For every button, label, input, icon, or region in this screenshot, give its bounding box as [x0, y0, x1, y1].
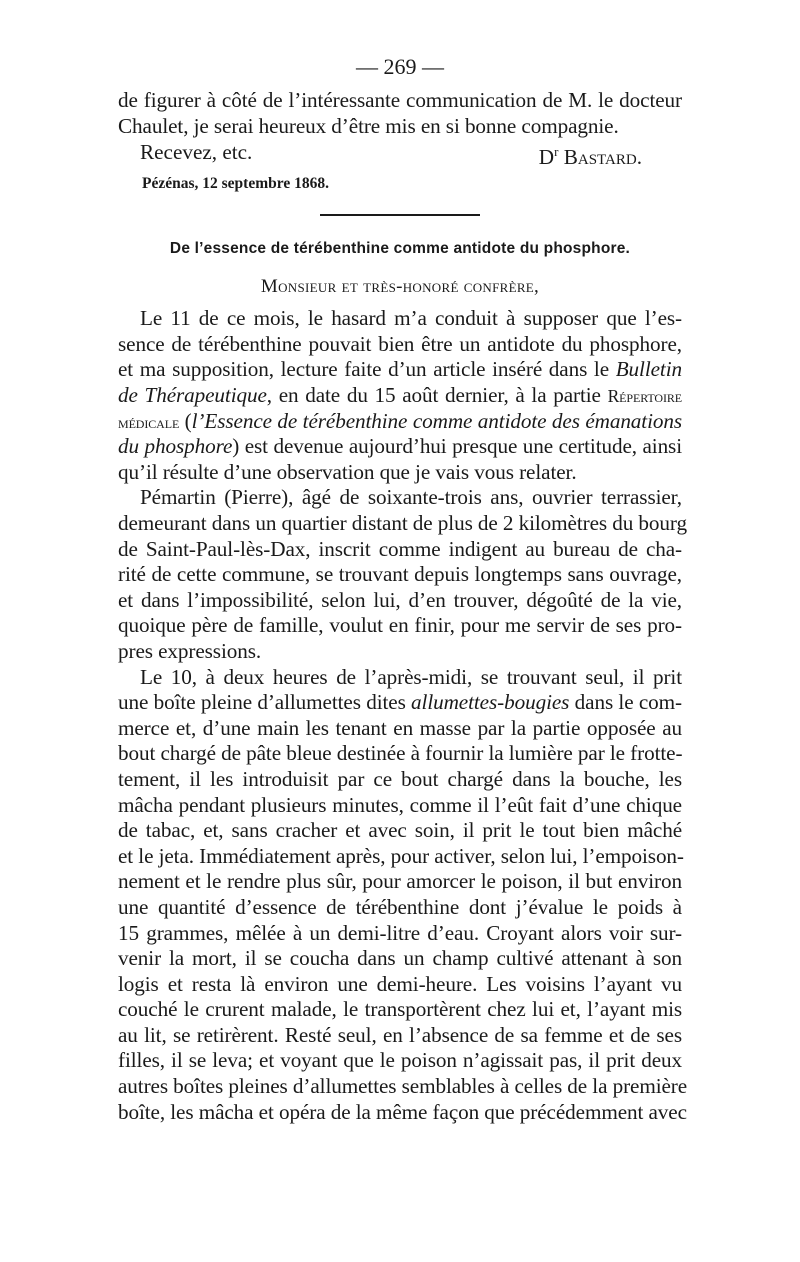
text-line: demeurant dans un quartier distant de plus de 2 kilomètres du bourg [118, 511, 687, 535]
text-line: Pémartin (Pierre), âgé de soixante-trois ans, ouvrier terrassier, [140, 485, 682, 510]
text-line: logis et resta là environ une demi-heure. Les voisins l’ayant vu [118, 971, 682, 996]
text-line: filles, il se leva; et voyant que le poison n’agissait pas, il prit deux [118, 1048, 682, 1073]
text-line: nement et le rendre plus sûr, pour amorcer le poison, il but environ [118, 869, 682, 894]
text-line: et ma supposition, lecture faite d’un article inséré dans le Bulletin [118, 357, 682, 382]
text-line: et dans l’impossibilité, selon lui, d’en trouver, dégoûté de la vie, [118, 587, 682, 612]
letter-signoff [118, 139, 682, 170]
text-line: Chaulet, je serai heureux d’être mis en si bonne compagnie. [118, 113, 619, 138]
salutation: Monsieur et très-honoré confrère, [260, 276, 540, 298]
signature: $D^r$ Bastard. [538, 144, 642, 170]
text-line: tement, il les introduisit par ce bout chargé dans la bouche, les [118, 766, 682, 791]
text-line: une boîte pleine d’allumettes dites allumettes-bougies dans le com- [118, 690, 682, 715]
section-divider [320, 214, 480, 216]
text-line: rité de cette commune, se trouvant depuis longtemps sans ouvrage, [118, 562, 682, 587]
text-line: au lit, se retirèrent. Resté seul, en l’absence de sa femme et de ses [118, 1022, 682, 1047]
text-line: mâcha pendant plusieurs minutes, comme il l’eût fait d’une chique [118, 792, 682, 817]
text-line: de Thérapeutique, en date du 15 août dernier, à la partie Répertoire [118, 383, 682, 408]
text-line: pres expressions. [118, 638, 262, 663]
section-title: De l’essence de térébenthine comme antidote du phosphore. [169, 240, 631, 258]
text-line: de Saint-Paul-lès-Dax, inscrit comme indigent au bureau de cha- [118, 536, 682, 561]
text-line: 15 grammes, mêlée à un demi-litre d’eau. Croyant alors voir sur- [118, 920, 682, 945]
text-line: de figurer à côté de l’intéressante communication de M. le docteur [118, 88, 682, 112]
text-line: boîte, les mâcha et opéra de la même façon que précédemment avec [118, 1099, 687, 1124]
text-line: et le jeta. Immédiatement après, pour activer, selon lui, l’empoison- [118, 843, 684, 868]
text-line: de tabac, et, sans cracher et avec soin, il prit le tout bien mâché [118, 818, 682, 843]
text-line: venir la mort, il se coucha dans un champ cultivé attenant à son [118, 946, 682, 971]
text-line: couché le crurent malade, le transportèrent chez lui et, l’ayant mis [118, 997, 682, 1022]
closing-formula: Recevez, etc. [140, 140, 253, 165]
text-line: une quantité d’essence de térébenthine dont j’évalue le poids à [118, 894, 682, 919]
text-line: quoique père de famille, voulut en finir, pour me servir de ses pro- [118, 613, 682, 638]
text-line: Le 10, à deux heures de l’après-midi, se trouvant seul, il prit [140, 664, 682, 689]
text-line: Le 11 de ce mois, le hasard m’a conduit à supposer que l’es- [140, 306, 682, 331]
text-line: autres boîtes pleines d’allumettes semblables à celles de la première [118, 1074, 688, 1099]
text-line: médicale (l’Essence de térébenthine comme antidote des émanations [118, 408, 683, 433]
text-line: sence de térébenthine pouvait bien être un antidote du phosphore, [118, 331, 682, 356]
text-line: bout chargé de pâte bleue destinée à fournir la lumière par le frotte- [118, 741, 683, 766]
page-number: — 269 — [356, 54, 444, 79]
text-line: merce et, d’une main les tenant en masse par la partie opposée au [118, 715, 682, 740]
place-date: Pézénas, 12 septembre 1868. [142, 175, 329, 193]
text-line: qu’il résulte d’une observation que je vais vous relater. [118, 459, 577, 484]
text-line: du phosphore) est devenue aujourd’hui presque une certitude, ainsi [118, 434, 682, 459]
